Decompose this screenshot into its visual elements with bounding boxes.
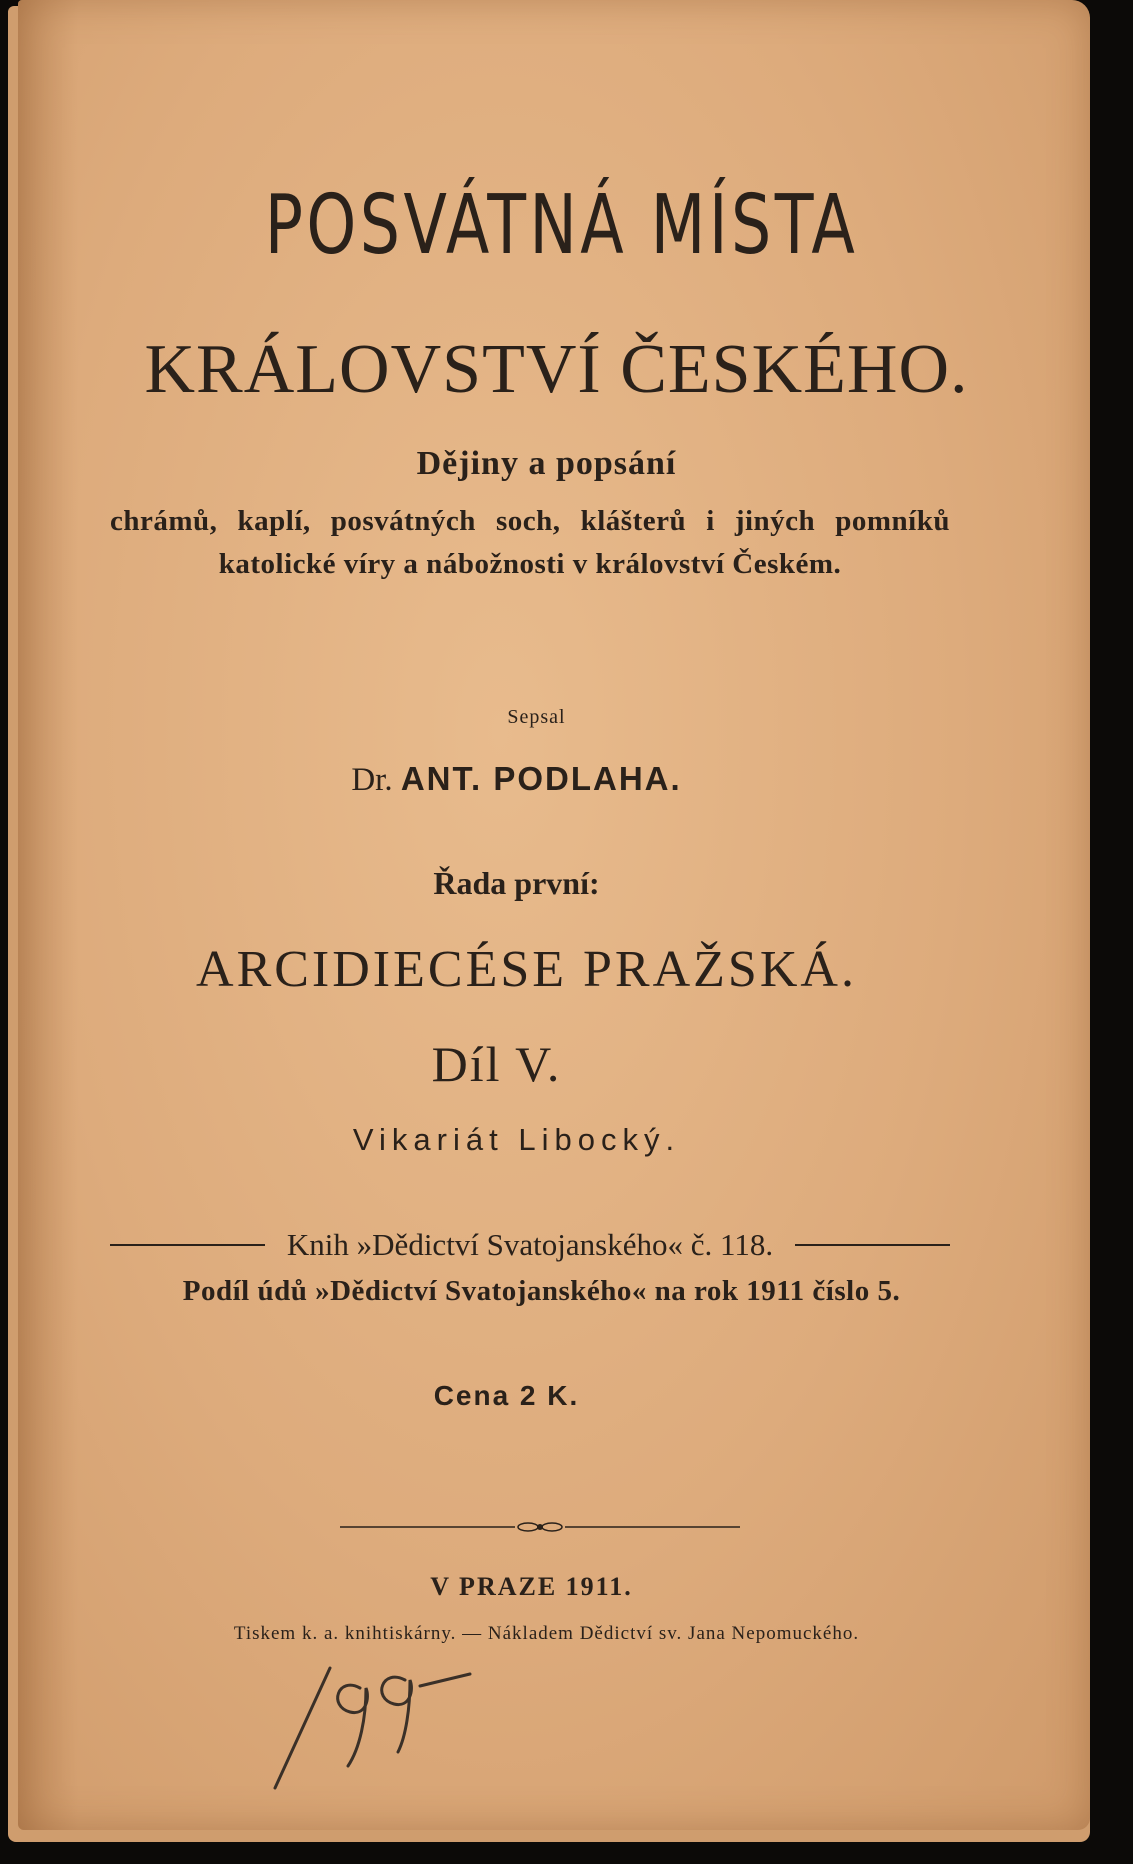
author (0, 760, 1083, 799)
subtitle: Dějiny a popsání (416, 445, 677, 482)
author-name: ANT. PODLAHA. (400, 760, 682, 797)
series-title: ARCIDIECÉSE PRAŽSKÁ. (196, 941, 857, 998)
book-number: Knih »Dědictví Svatojanského« č. 118. (286, 1227, 774, 1262)
worn-spine-edge (18, 0, 78, 1830)
sepsal-label: Sepsal (507, 706, 566, 728)
right-rule (795, 1244, 950, 1246)
printer-line: Tiskem k. a. knihtiskárny. — Nákladem Dědictví sv. Jana Nepomuckého. (233, 1623, 860, 1644)
handwritten-note (220, 1648, 480, 1798)
series-label: Řada první: (433, 865, 600, 901)
volume-label: Díl V. (431, 1036, 562, 1092)
book-number-row (110, 1225, 950, 1265)
title-line-1: POSVÁTNÁ MÍSTA (264, 178, 859, 273)
ornament-divider (340, 1520, 740, 1534)
price: Cena 2 K. (433, 1380, 580, 1411)
vicariate-label: Vikariát Libocký. (352, 1122, 681, 1157)
description: chrámů, kaplí, posvátných soch, klášterů i jiných pomníků katolické víry a nábožnosti v království Českém. (110, 505, 950, 580)
cover-paper (18, 0, 1090, 1830)
left-rule (110, 1244, 265, 1246)
share-line: Podíl údů »Dědictví Svatojanského« na rok 1911 číslo 5. (182, 1275, 901, 1307)
place-year: V PRAZE 1911. (430, 1572, 633, 1601)
title-line-2: KRÁLOVSTVÍ ČESKÉHO. (144, 331, 969, 408)
author-prefix: Dr. (351, 762, 393, 798)
